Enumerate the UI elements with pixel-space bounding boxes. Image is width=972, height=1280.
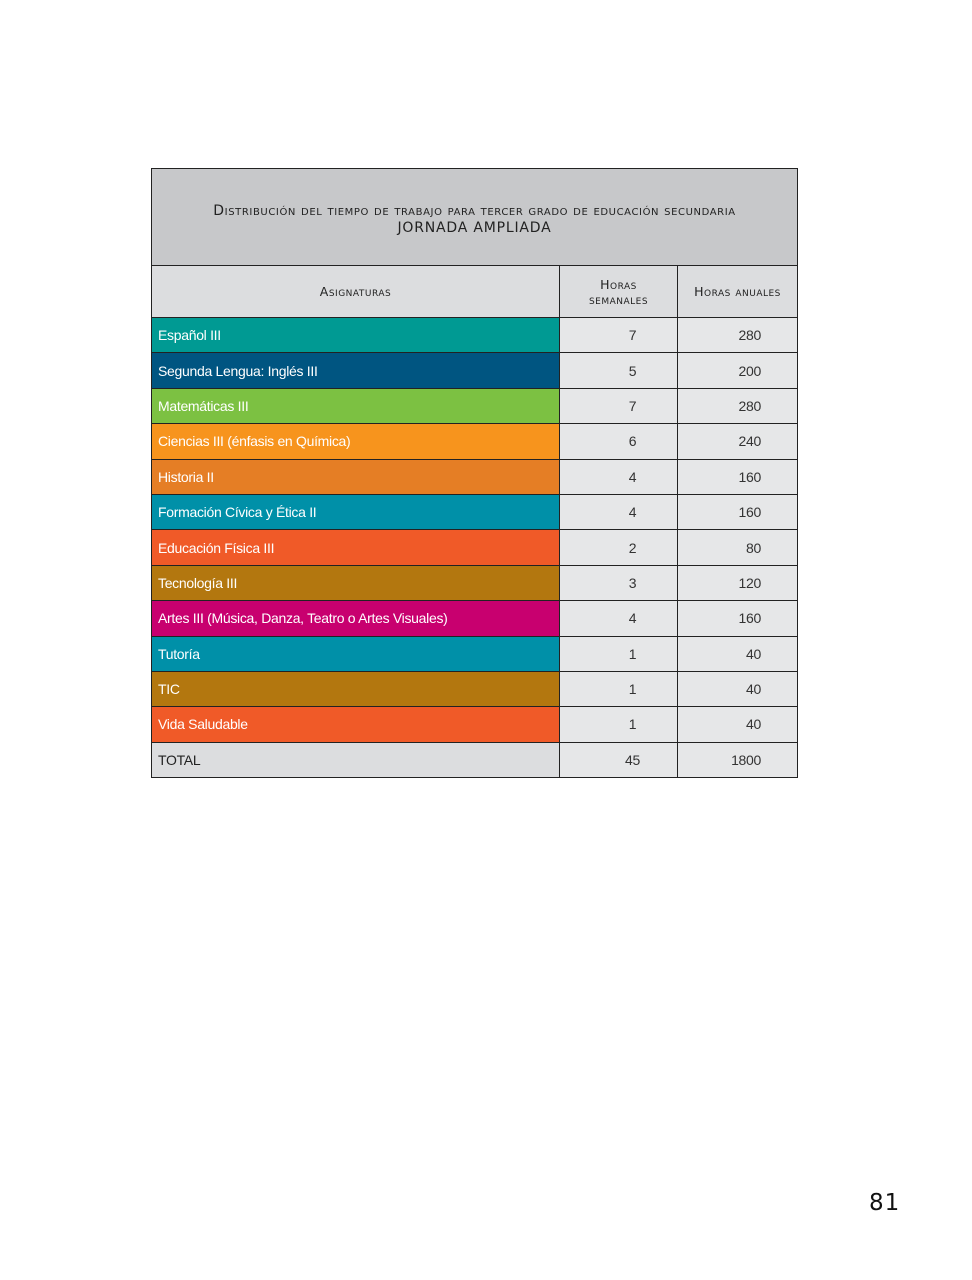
subject-cell: Tutoría (152, 636, 560, 671)
subject-cell: Ciencias III (énfasis en Química) (152, 424, 560, 459)
subject-cell: Formación Cívica y Ética II (152, 494, 560, 529)
table-row (152, 601, 798, 636)
table-body (152, 318, 798, 743)
table-row (152, 459, 798, 494)
header-weekly-line1: Horas (600, 276, 637, 292)
schedule-table (151, 168, 798, 778)
annual-hours-cell: 80 (678, 530, 798, 565)
table-row (152, 494, 798, 529)
subject-cell: Matemáticas III (152, 388, 560, 423)
weekly-hours-cell: 1 (560, 636, 678, 671)
table-row (152, 707, 798, 742)
table-row (152, 671, 798, 706)
header-subject: Asignaturas (152, 266, 560, 318)
subject-cell: Tecnología III (152, 565, 560, 600)
title-row (152, 169, 798, 266)
annual-hours-cell: 160 (678, 601, 798, 636)
table-row (152, 530, 798, 565)
total-row (152, 742, 798, 777)
annual-hours-cell: 40 (678, 671, 798, 706)
subject-cell: Historia II (152, 459, 560, 494)
annual-hours-cell: 240 (678, 424, 798, 459)
header-row (152, 266, 798, 318)
table-row (152, 318, 798, 353)
table-row (152, 424, 798, 459)
table-title-sub: JORNADA AMPLIADA (397, 220, 552, 236)
weekly-hours-cell: 3 (560, 565, 678, 600)
subject-cell: Vida Saludable (152, 707, 560, 742)
annual-hours-cell: 200 (678, 353, 798, 388)
header-weekly-line2: semanales (588, 291, 649, 307)
total-weekly: 45 (560, 742, 678, 777)
weekly-hours-cell: 4 (560, 601, 678, 636)
annual-hours-cell: 160 (678, 459, 798, 494)
header-annual: Horas anuales (678, 266, 798, 318)
annual-hours-cell: 280 (678, 318, 798, 353)
annual-hours-cell: 120 (678, 565, 798, 600)
page-number: 81 (869, 1190, 901, 1216)
total-label: TOTAL (152, 742, 560, 777)
annual-hours-cell: 40 (678, 636, 798, 671)
weekly-hours-cell: 7 (560, 388, 678, 423)
weekly-hours-cell: 4 (560, 494, 678, 529)
weekly-hours-cell: 7 (560, 318, 678, 353)
weekly-hours-cell: 4 (560, 459, 678, 494)
annual-hours-cell: 280 (678, 388, 798, 423)
table-row (152, 353, 798, 388)
table-row (152, 636, 798, 671)
table-title (152, 169, 798, 266)
subject-cell: Español III (152, 318, 560, 353)
weekly-hours-cell: 1 (560, 671, 678, 706)
weekly-hours-cell: 6 (560, 424, 678, 459)
subject-cell: Segunda Lengua: Inglés III (152, 353, 560, 388)
subject-cell: Artes III (Música, Danza, Teatro o Artes Visuales) (152, 601, 560, 636)
header-weekly (560, 266, 678, 318)
annual-hours-cell: 40 (678, 707, 798, 742)
total-annual: 1800 (678, 742, 798, 777)
annual-hours-cell: 160 (678, 494, 798, 529)
weekly-hours-cell: 2 (560, 530, 678, 565)
table-row (152, 388, 798, 423)
subject-cell: TIC (152, 671, 560, 706)
table-row (152, 565, 798, 600)
subject-cell: Educación Física III (152, 530, 560, 565)
weekly-hours-cell: 5 (560, 353, 678, 388)
weekly-hours-cell: 1 (560, 707, 678, 742)
table-title-main: Distribución del tiempo de trabajo para tercer grado de educación secundaria (213, 203, 736, 219)
